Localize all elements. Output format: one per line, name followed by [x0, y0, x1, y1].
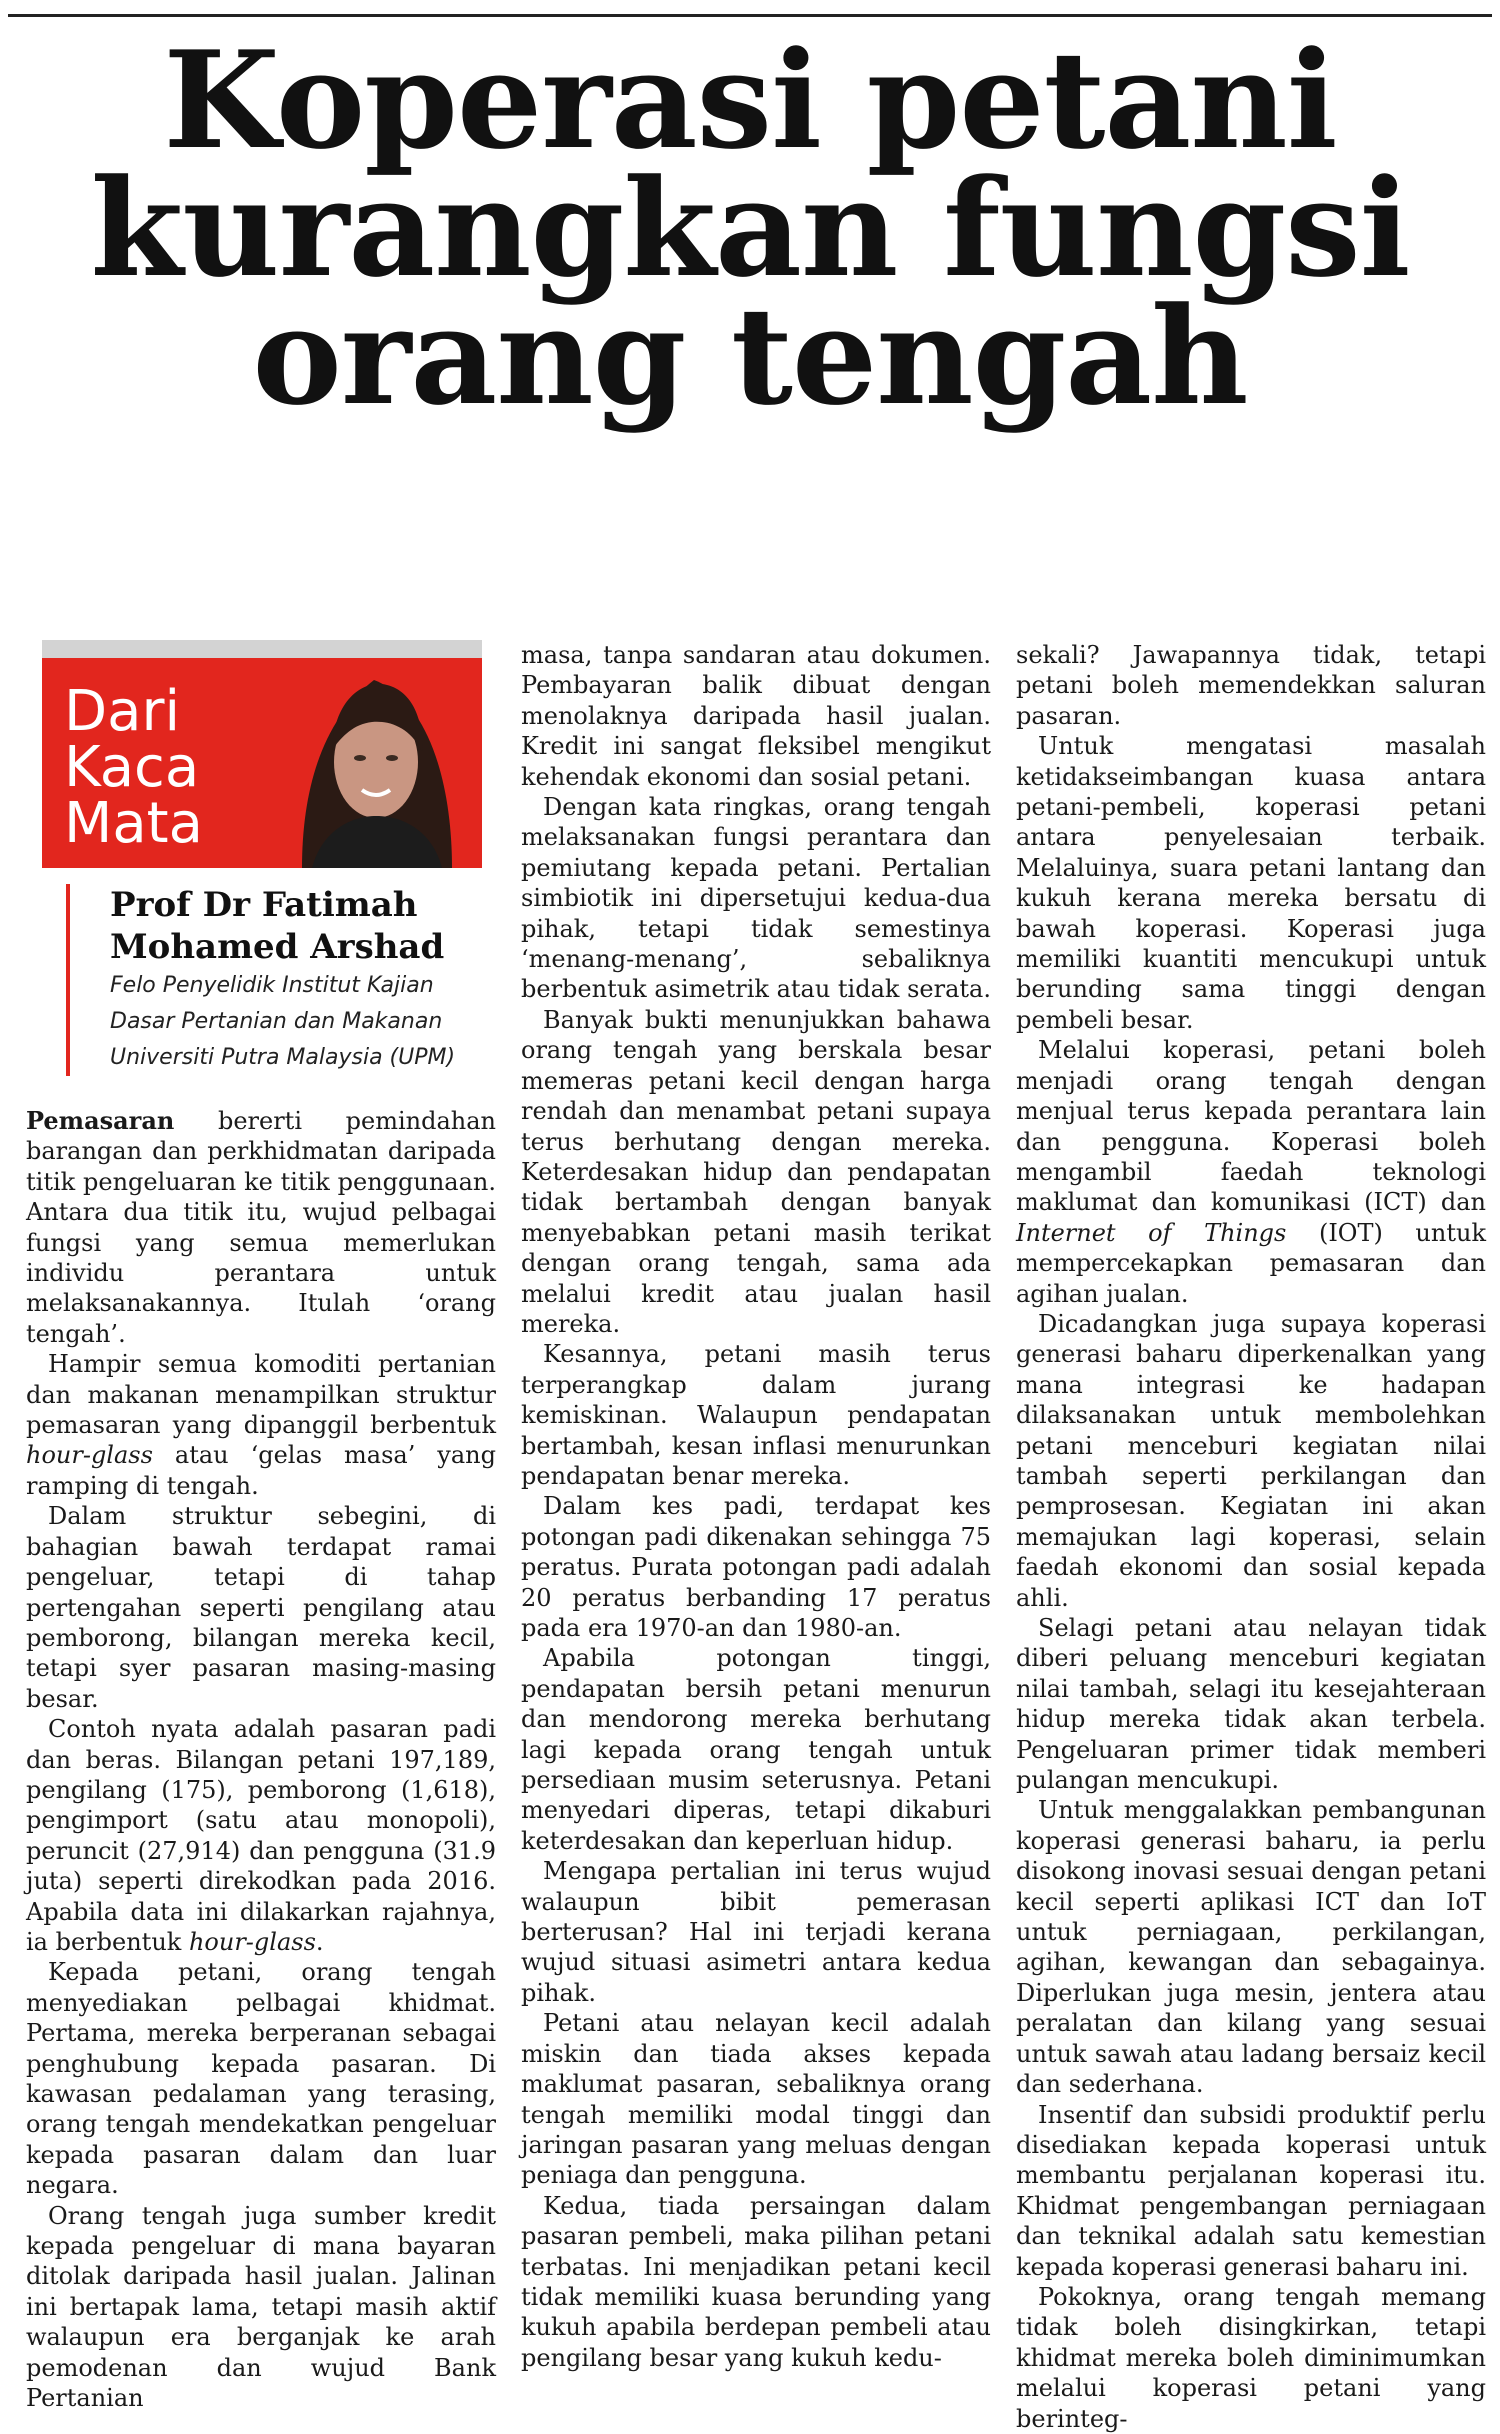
paragraph: Insentif dan subsidi produktif perlu disediakan kepada koperasi untuk membantu perjalanan koperasi itu. Khidmat pengembangan perniagaan dan teknikal adalah satu kemestian kepada koperasi generasi baharu ini.: [1016, 2100, 1486, 2281]
author-role: [88, 968, 496, 1076]
paragraph-text: Melalui koperasi, petani boleh menjadi orang tengah dengan menjual terus kepada perantara lain dan pengguna. Koperasi boleh mengambil faedah teknologi maklumat dan komunikasi (ICT) dan: [1016, 1036, 1486, 1217]
paragraph: Untuk menggalakkan pembangunan koperasi generasi baharu, ia perlu disokong inovasi sesuai dengan petani kecil seperti aplikasi ICT dan IoT untuk perniagaan, perkilangan, agihan, kewangan dan sebagainya. Diperlukan juga mesin, jentera atau peralatan dan kilang yang sesuai untuk sawah atau ladang bersaiz kecil dan sederhana.: [1016, 1796, 1486, 2099]
column-2: [521, 640, 991, 2373]
author-block: [66, 884, 496, 1076]
paragraph: [26, 1714, 496, 1957]
italic-term: hour-glass: [26, 1441, 153, 1470]
author-name-line: Prof Dr Fatimah: [110, 885, 418, 925]
paragraph: Dicadangkan juga supaya koperasi generasi baharu diperkenalkan yang mana integrasi ke hadapan dilaksanakan untuk membolehkan petani menceburi kegiatan nilai tambah seperti perkilangan dan pemprosesan. Kegiatan ini akan memajukan lagi koperasi, selain faedah ekonomi dan sosial kepada ahli.: [1016, 1309, 1486, 1612]
paragraph: Pokoknya, orang tengah memang tidak boleh disingkirkan, tetapi khidmat mereka boleh diminimumkan melalui koperasi petani yang berinteg-: [1016, 2282, 1486, 2433]
kicker-line: Dari: [64, 679, 181, 744]
paragraph-text: .: [315, 1927, 324, 1956]
column-3: [1016, 640, 1486, 2434]
kicker-line: Kaca: [64, 735, 200, 800]
author-role-line: Universiti Putra Malaysia (UPM): [110, 1045, 456, 1070]
top-rule: [8, 14, 1492, 17]
paragraph: masa, tanpa sandaran atau dokumen. Pembayaran balik dibuat dengan menolaknya daripada hasil jualan. Kredit ini sangat fleksibel mengikut kehendak ekonomi dan sosial petani.: [521, 641, 991, 791]
paragraph-text: bererti pemindahan barangan dan perkhidmatan daripada titik pengeluaran ke titik penggunaan. Antara dua titik itu, wujud pelbagai fungsi yang semua memerlukan individu perantara untuk melaksanakannya. Itulah ‘orang tengah’.: [26, 1107, 496, 1348]
headline-line: kurangkan fungsi: [90, 149, 1410, 307]
paragraph: Apabila potongan tinggi, pendapatan bersih petani menurun dan mendorong mereka berhutang lagi kepada orang tengah untuk persediaan musim seterusnya. Petani menyedari diperas, tetapi dikaburi keterdesakan dan keperluan hidup.: [521, 1644, 991, 1855]
column-1-text: [26, 1106, 496, 2413]
paragraph: Orang tengah juga sumber kredit kepada pengeluar di mana bayaran ditolak daripada hasil jualan. Jalinan ini bertapak lama, tetapi masih aktif walaupun era berganjak ke arah pemodenan dan wujud Bank Pertanian: [26, 2201, 496, 2413]
headline-line: orang tengah: [252, 277, 1248, 435]
column-header-panel: [42, 640, 482, 868]
italic-term: hour-glass: [188, 1927, 316, 1956]
paragraph: [26, 1349, 496, 1501]
paragraph: sekali? Jawapannya tidak, tetapi petani boleh memendekkan saluran pasaran.: [1016, 641, 1486, 730]
italic-term: Internet of Things: [1016, 1218, 1287, 1247]
column-1: [26, 640, 496, 2413]
author-name-line: Mohamed Arshad: [110, 927, 445, 967]
paragraph: Dengan kata ringkas, orang tengah melaksanakan fungsi perantara dan pemiutang kepada petani. Pertalian simbiotik ini dipersetujui kedua-dua pihak, tetapi tidak semestinya ‘menang-menang’, sebaliknya berbentuk asimetrik atau tidak serata.: [521, 793, 991, 1004]
paragraph-text: atau ‘gelas masa’ yang ramping di tengah.: [26, 1441, 496, 1500]
paragraph-text: Hampir semua komoditi pertanian dan makanan menampilkan struktur pemasaran yang dipanggil berbentuk: [26, 1350, 496, 1440]
paragraph: Kesannya, petani masih terus terperangkap dalam jurang kemiskinan. Walaupun pendapatan bertambah, kesan inflasi menurunkan pendapatan benar mereka.: [521, 1340, 991, 1490]
kicker-line: Mata: [64, 791, 203, 856]
column-kicker: [64, 679, 203, 856]
paragraph: Dalam kes padi, terdapat kes potongan padi dikenakan sehingga 75 peratus. Purata potongan padi adalah 20 peratus berbanding 17 peratus pada era 1970-an dan 1980-an.: [521, 1492, 991, 1642]
lead-word: Pemasaran: [26, 1106, 175, 1135]
paragraph: Kedua, tiada persaingan dalam pasaran pembeli, maka pilihan petani terbatas. Ini menjadikan petani kecil tidak memiliki kuasa berunding yang kukuh apabila berdepan pembeli atau pengilang besar yang kukuh kedu-: [521, 2191, 991, 2372]
paragraph: Petani atau nelayan kecil adalah miskin dan tiada akses kepada maklumat pasaran, sebaliknya orang tengah memiliki modal tinggi dan jaringan pasaran yang meluas dengan peniaga dan pengguna.: [521, 2009, 991, 2190]
paragraph-text: (IOT) untuk mempercekapkan pemasaran dan agihan jualan.: [1016, 1218, 1486, 1308]
headline: [0, 21, 1500, 435]
author-role-line: Felo Penyelidik Institut Kajian: [110, 973, 434, 998]
author-name: [88, 884, 496, 968]
paragraph: Kepada petani, orang tengah menyediakan pelbagai khidmat. Pertama, mereka berperanan sebagai penghubung kepada pasaran. Di kawasan pedalaman yang terasing, orang tengah mendekatkan pengeluar kepada pasaran dalam dan luar negara.: [26, 1958, 496, 2200]
author-role-line: Dasar Pertanian dan Makanan: [110, 1009, 443, 1034]
paragraph: Banyak bukti menunjukkan bahawa orang tengah yang berskala besar memeras petani kecil dengan harga rendah dan menambat petani supaya terus berhutang dengan mereka. Keterdesakan hidup dan pendapatan tidak bertambah dengan banyak menyebabkan petani masih terikat dengan orang tengah, sama ada melalui kredit atau jualan hasil mereka.: [521, 1005, 991, 1338]
paragraph: [26, 1106, 496, 1349]
paragraph: Untuk mengatasi masalah ketidakseimbangan kuasa antara petani-pembeli, koperasi petani antara penyelesaian terbaik. Melaluinya, suara petani lantang dan kukuh kerana mereka bersatu di bawah koperasi. Koperasi juga memiliki kuantiti mencukupi untuk berunding sama tinggi dengan pembeli besar.: [1016, 732, 1486, 1034]
paragraph: Dalam struktur sebegini, di bahagian bawah terdapat ramai pengeluar, tetapi di tahap pertengahan seperti pengilang atau pemborong, bilangan mereka kecil, tetapi syer pasaran masing-masing besar.: [26, 1502, 496, 1713]
paragraph-text: Contoh nyata adalah pasaran padi dan beras. Bilangan petani 197,189, pengilang (175), pemborong (1,618), pengimport (satu atau monopoli), peruncit (27,914) dan pengguna (31.9 juta) seperti direkodkan pada 2016. Apabila data ini dilakarkan rajahnya, ia berbentuk: [26, 1715, 496, 1956]
paragraph: Mengapa pertalian ini terus wujud walaupun bibit pemerasan berterusan? Hal ini terjadi kerana wujud situasi asimetri antara kedua pihak.: [521, 1857, 991, 2007]
headline-line: Koperasi petani: [163, 21, 1337, 179]
paragraph: Selagi petani atau nelayan tidak diberi peluang menceburi kegiatan nilai tambah, selagi itu kesejahteraan hidup mereka tidak akan terbela. Pengeluaran primer tidak memberi pulangan mencukupi.: [1016, 1614, 1486, 1795]
paragraph: [1016, 1035, 1486, 1309]
author-portrait: [262, 640, 482, 868]
author-portrait-image: [262, 640, 482, 868]
article-body: [26, 640, 1486, 2433]
